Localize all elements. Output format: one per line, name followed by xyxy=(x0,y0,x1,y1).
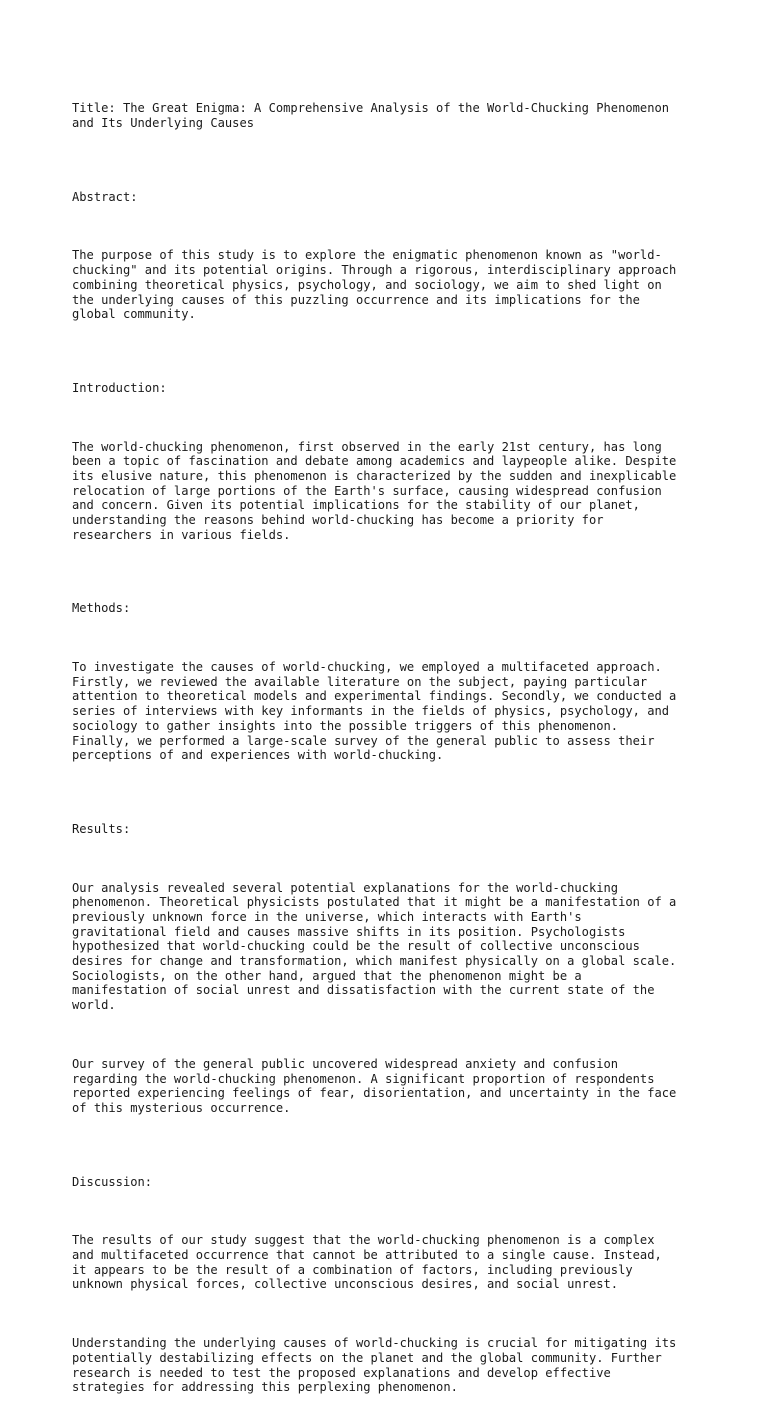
results-text-2: Our survey of the general public uncovered widespread anxiety and confusion regarding the world-chucking phenomenon. A significant proportion of respondents reported experiencing feelings of fear, disorientation, and uncertainty in the face of this mysterious occurrence. xyxy=(72,1056,677,1116)
discussion-heading: Discussion: xyxy=(72,1174,153,1189)
introduction-heading: Introduction: xyxy=(72,380,167,395)
results-text-1: Our analysis revealed several potential explanations for the world-chucking phenomenon. Theoretical physicists postulated that it might be a manifestation of a previously unknown force in the universe, which interacts with Earth's gravitational field and causes massive shifts in its position. Psychologists hypothesized that world-chucking could be the result of collective unconscious desires for change and transformation, which manifest physically on a global scale. Sociologists, on the other hand, argued that the phenomenon might be a manifestation of social unrest and dissatisfaction with the current state of the world. xyxy=(72,880,677,1013)
methods-text: To investigate the causes of world-chucking, we employed a multifaceted approach. Firstly, we reviewed the available literature on the subject, paying particular attention to theoretical models and experimental findings. Secondly, we conducted a series of interviews with key informants in the fields of physics, psychology, and sociology to gather insights into the possible triggers of this phenomenon. Finally, we performed a large-scale survey of the general public to assess their perceptions of and experiences with world-chucking. xyxy=(72,660,677,763)
introduction-text: The world-chucking phenomenon, first observed in the early 21st century, has long been a topic of fascination and debate among academics and laypeople alike. Despite its elusive nature, this phenomenon is characterized by the sudden and inexplicable relocation of large portions of the Earth's surface, causing widespread confusion and concern. Given its potential implications for the stability of our planet, understanding the reasons behind world-chucking has become a priority for researchers in various fields. xyxy=(72,439,677,542)
discussion-text-1: The results of our study suggest that the world-chucking phenomenon is a complex and multifaceted occurrence that cannot be attributed to a single cause. Instead, it appears to be the result of a combination of factors, including previously unknown physical forces, collective unconscious desires, and social unrest. xyxy=(72,1233,662,1292)
document-title: Title: The Great Enigma: A Comprehensive Analysis of the World-Chucking Phenomenon and Its Underlying Causes xyxy=(72,101,670,131)
abstract-heading: Abstract: xyxy=(72,189,138,204)
methods-heading: Methods: xyxy=(72,601,131,616)
document-page xyxy=(72,72,712,1424)
results-heading: Results: xyxy=(72,821,131,836)
discussion-text-2: Understanding the underlying causes of world-chucking is crucial for mitigating its potentially destabilizing effects on the planet and the global community. Further research is needed to test the proposed explanations and develop effective strategies for addressing this perplexing phenomenon. xyxy=(72,1336,677,1395)
abstract-text: The purpose of this study is to explore the enigmatic phenomenon known as "world- chucking" and its potential origins. Through a rigorous, interdisciplinary approach combining theoretical physics, psychology, and sociology, we aim to shed light on the underlying causes of this puzzling occurrence and its implications for the global community. xyxy=(72,248,677,322)
